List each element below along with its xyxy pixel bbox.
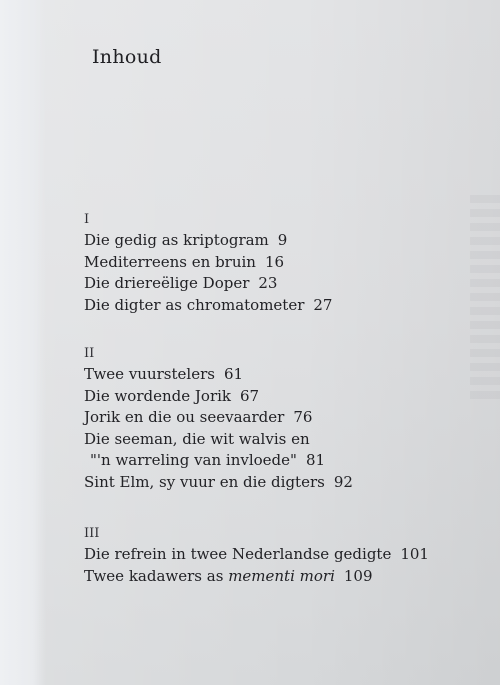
entry-page-number: 81 [305,451,326,469]
entry-title: Die gedig as kriptogram [84,231,269,249]
toc-entry [84,230,484,252]
entry-title: Die seeman, die wit walvis en [84,429,310,448]
entry-page-number: 23 [258,274,278,292]
toc-entry [84,566,484,588]
entry-title: Die wordende Jorik [84,386,231,405]
entry-title-italic: mementi mori [228,566,335,585]
entry-title: Die drierеëlige Doper [84,274,250,292]
entry-page-number: 101 [400,545,429,563]
entry-page-number: 92 [333,472,353,491]
entry-title: Twee kadawers as [84,566,224,585]
toc-entry [84,273,484,295]
entry-title: Mediterreens en bruin [84,252,256,271]
entry-page-number: 61 [223,365,244,383]
toc-entry [84,386,484,408]
toc-entry [84,472,484,494]
entry-page-number: 27 [313,295,333,314]
toc-entry [84,295,484,317]
section-numeral: I [84,212,90,227]
entry-title: Jorik en die ou seevaarder [84,408,285,426]
entry-page-number: 109 [343,566,373,585]
toc-entry [84,252,484,274]
entry-page-number: 16 [264,252,285,271]
entry-title: Die digter as chromatometer [84,295,305,314]
toc-section-1 [84,212,484,316]
entry-page-number: 76 [293,408,313,426]
entry-title: Die refrein in twee Nederlandse gedigte [84,545,392,563]
page-gutter-highlight [0,0,46,685]
entry-page-number: 67 [240,386,260,405]
entry-title: Sint Elm, sy vuur en die digters [84,472,325,491]
entry-title: "'n warreling van invloede" [90,451,297,469]
toc-title: Inhoud [92,46,162,68]
toc-entry [84,429,484,451]
toc-section-3 [84,526,484,587]
toc-entry-continuation [84,450,484,472]
toc-entry [84,364,484,386]
toc-entry [84,407,484,429]
entry-page-number: 9 [277,231,288,249]
entry-title: Twee vuurstelers [84,365,215,383]
toc-entry [84,544,484,566]
section-numeral: II [84,346,95,361]
section-numeral: III [84,526,100,541]
toc-section-2 [84,346,484,493]
